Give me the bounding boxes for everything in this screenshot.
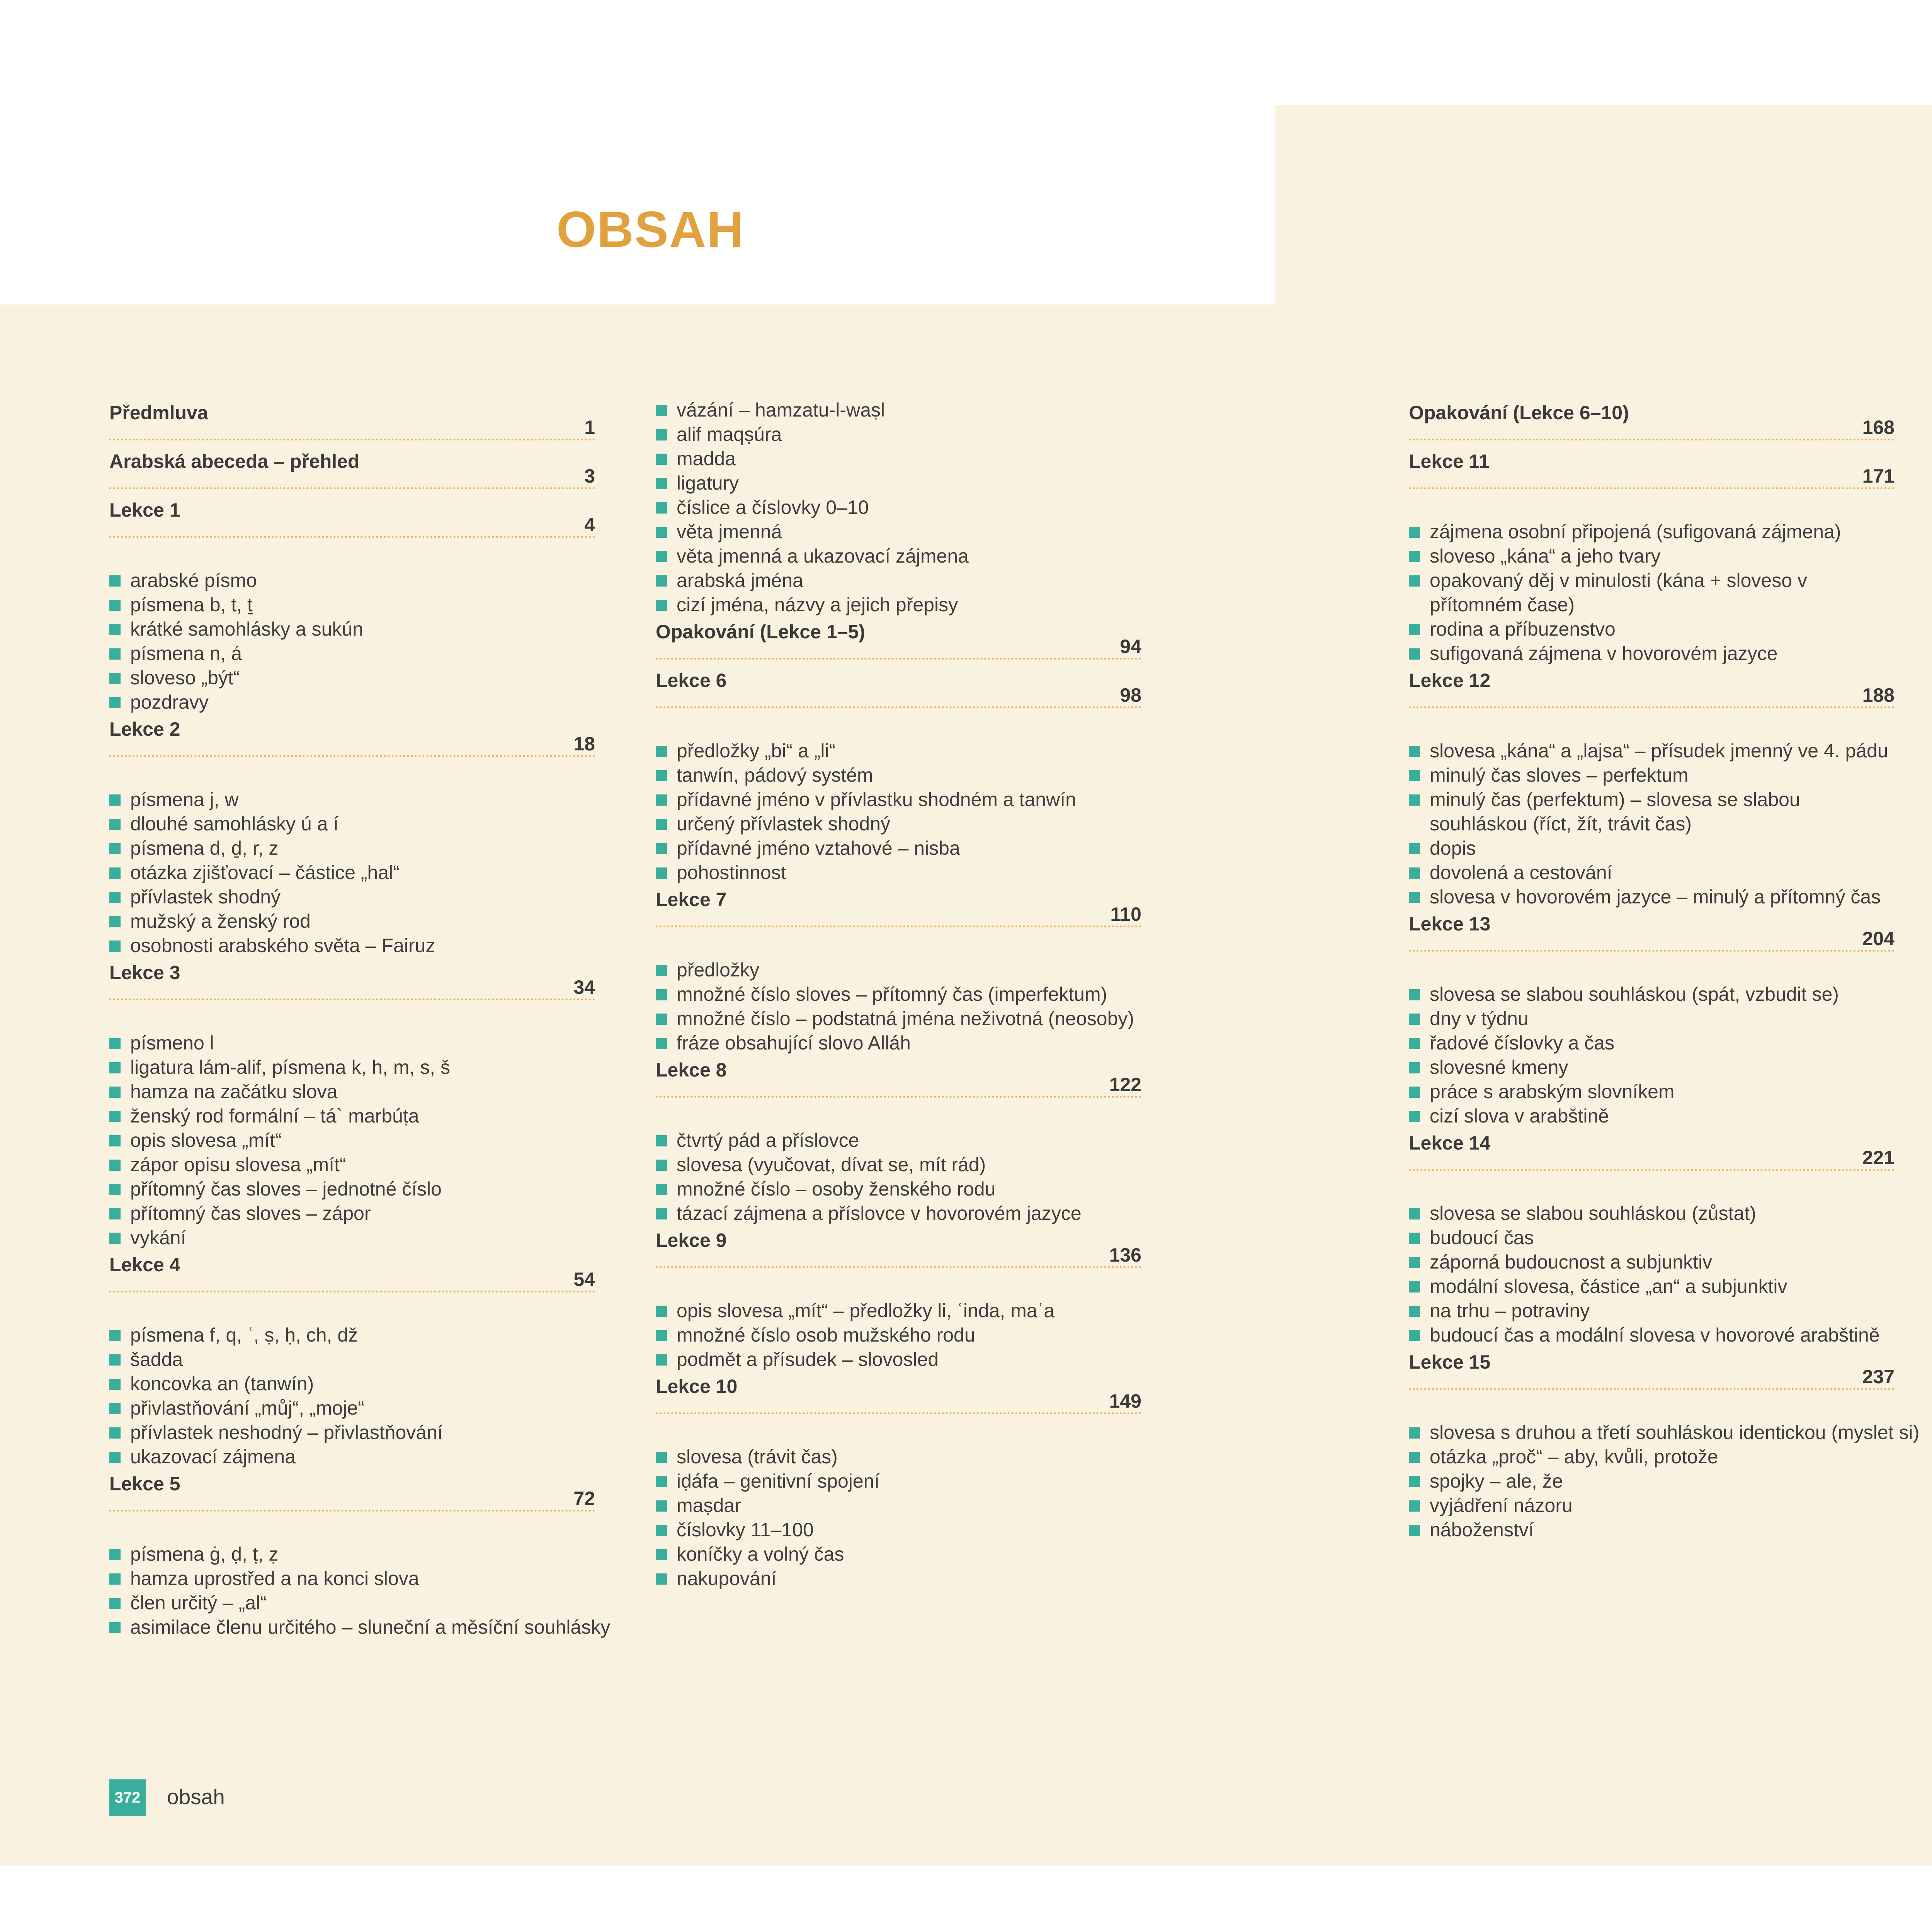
toc-list-item: ligatura lám-alif, písmena k, h, m, s, š	[109, 1055, 595, 1080]
toc-list-item: spojky – ale, že	[1409, 1469, 1895, 1493]
toc-heading-title: Lekce 15	[1409, 1351, 1491, 1373]
toc-list-item: přívlastek shodný	[109, 885, 595, 909]
toc-list-item: podmět a přísudek – slovosled	[656, 1347, 1141, 1372]
toc-list-item: minulý čas (perfektum) – slovesa se slabou souhláskou (říct, žít, trávit čas)	[1409, 787, 1895, 836]
toc-heading	[656, 1226, 1141, 1274]
toc-heading-page: 188	[1862, 684, 1895, 706]
toc-list-item: budoucí čas a modální slovesa v hovorové arabštině	[1409, 1323, 1895, 1347]
toc-list-item: číslovky 11–100	[656, 1518, 1141, 1542]
toc-heading-page: 3	[584, 465, 595, 487]
toc-list-item: písmena j, w	[109, 787, 595, 812]
toc-list-item: slovesa (trávit čas)	[656, 1445, 1141, 1469]
toc-heading-page: 221	[1862, 1147, 1895, 1168]
toc-list-item: čtvrtý pád a příslovce	[656, 1128, 1141, 1153]
toc-list-item: sufigovaná zájmena v hovorovém jazyce	[1409, 641, 1895, 666]
toc-list-item: cizí jména, názvy a jejich přepisy	[656, 593, 1141, 617]
toc-list-item: arabská jména	[656, 568, 1141, 593]
toc-list-item: slovesa v hovorovém jazyce – minulý a přítomný čas	[1409, 885, 1895, 909]
toc-list-item: minulý čas sloves – perfektum	[1409, 763, 1895, 787]
toc-heading-page: 98	[1120, 684, 1141, 706]
toc-heading	[109, 495, 595, 544]
toc-list-item: sloveso „kána“ a jeho tvary	[1409, 544, 1895, 568]
toc-list-item: množné číslo – osoby ženského rodu	[656, 1177, 1141, 1201]
toc-list-item: pohostinnost	[656, 861, 1141, 885]
toc-heading	[1409, 447, 1895, 495]
toc-heading	[1409, 909, 1895, 958]
toc-list-item: písmena b, t, ṯ	[109, 593, 595, 617]
toc-column-3	[1409, 398, 1920, 1542]
spacer	[1409, 495, 1895, 520]
spacer	[1409, 714, 1895, 739]
toc-heading-page: 136	[1109, 1244, 1141, 1266]
left-page-number-badge: 372	[109, 1779, 146, 1816]
toc-list-item: budoucí čas	[1409, 1226, 1895, 1250]
toc-heading-page: 94	[1120, 636, 1141, 657]
toc-list-item: přídavné jméno vztahové – nisba	[656, 836, 1141, 861]
toc-heading	[109, 714, 595, 763]
toc-heading-page: 34	[573, 976, 595, 998]
toc-list-item: koncovka an (tanwín)	[109, 1372, 595, 1396]
toc-list-item: ženský rod formální – tá` marbúṭa	[109, 1104, 595, 1128]
toc-heading	[109, 1469, 595, 1518]
toc-list-item: člen určitý – „al“	[109, 1591, 595, 1615]
toc-list-item: ukazovací zájmena	[109, 1445, 595, 1469]
toc-list-item: alif maqṣúra	[656, 422, 1141, 447]
toc-heading-title: Lekce 8	[656, 1059, 727, 1081]
toc-heading-page: 1	[584, 417, 595, 438]
toc-list-item: přívlastek neshodný – přivlastňování	[109, 1420, 595, 1445]
toc-heading	[656, 885, 1141, 934]
toc-heading	[656, 1055, 1141, 1104]
toc-list-item: písmena ġ, ḍ, ṭ, ẓ	[109, 1542, 595, 1566]
toc-list-item: hamza na začátku slova	[109, 1080, 595, 1104]
toc-list-item: rodina a příbuzenstvo	[1409, 617, 1895, 641]
toc-list-item: opis slovesa „mít“ – předložky li, ʿinda, maʿa	[656, 1299, 1141, 1323]
toc-heading-page: 122	[1109, 1074, 1141, 1095]
toc-list-item: záporná budoucnost a subjunktiv	[1409, 1250, 1895, 1274]
toc-list-item: vázání – hamzatu-l-waṣl	[656, 398, 1141, 422]
toc-list-item: slovesné kmeny	[1409, 1055, 1895, 1080]
toc-list-item: cizí slova v arabštině	[1409, 1104, 1895, 1128]
spacer	[1409, 958, 1895, 982]
toc-heading-title: Lekce 14	[1409, 1132, 1491, 1154]
spacer	[656, 1104, 1141, 1128]
toc-heading-title: Lekce 3	[109, 962, 180, 983]
toc-list-item: zájmena osobní připojená (sufigovaná zájmena)	[1409, 520, 1895, 544]
toc-list-item: pozdravy	[109, 690, 595, 714]
spacer	[109, 1518, 595, 1542]
toc-heading-title: Lekce 12	[1409, 670, 1491, 691]
toc-list-item: množné číslo osob mužského rodu	[656, 1323, 1141, 1347]
toc-list-item: madda	[656, 447, 1141, 471]
toc-list-item: arabské písmo	[109, 568, 595, 593]
toc-heading-page: 171	[1862, 465, 1895, 487]
toc-list-item: přídavné jméno v přívlastku shodném a tanwín	[656, 787, 1141, 812]
toc-list-item: hamza uprostřed a na konci slova	[109, 1566, 595, 1591]
toc-heading-page: 168	[1862, 417, 1895, 438]
toc-list-item: otázka „proč“ – aby, kvůli, protože	[1409, 1445, 1895, 1469]
left-footer-label: obsah	[167, 1785, 225, 1809]
toc-list-item: množné číslo – podstatná jména neživotná (neosoby)	[656, 1007, 1141, 1031]
toc-list-item: vykání	[109, 1226, 595, 1250]
toc-heading	[1409, 666, 1895, 714]
toc-list-item: krátké samohlásky a sukún	[109, 617, 595, 641]
toc-list-item: množné číslo sloves – přítomný čas (imperfektum)	[656, 982, 1141, 1007]
toc-list-item: nakupování	[656, 1566, 1141, 1591]
toc-list-item: písmena f, q, ʿ, ṣ, ḥ, ch, dž	[109, 1323, 595, 1347]
toc-heading	[109, 1250, 595, 1299]
toc-list-item: modální slovesa, částice „an“ a subjunktiv	[1409, 1274, 1895, 1299]
toc-list-item: přivlastňování „můj“, „moje“	[109, 1396, 595, 1420]
toc-heading	[656, 617, 1141, 666]
toc-heading-page: 18	[573, 733, 595, 755]
toc-list-item: věta jmenná a ukazovací zájmena	[656, 544, 1141, 568]
spacer	[656, 714, 1141, 739]
toc-list-item: slovesa se slabou souhláskou (spát, vzbudit se)	[1409, 982, 1895, 1007]
toc-heading-page: 204	[1862, 928, 1895, 949]
toc-list-item: iḍáfa – genitivní spojení	[656, 1469, 1141, 1493]
toc-heading	[656, 666, 1141, 714]
toc-heading	[1409, 1128, 1895, 1177]
toc-heading-title: Lekce 2	[109, 718, 180, 740]
toc-heading-title: Předmluva	[109, 402, 208, 423]
spacer	[109, 763, 595, 787]
toc-list-item: slovesa (vyučovat, dívat se, mít rád)	[656, 1153, 1141, 1177]
toc-list-item: opis slovesa „mít“	[109, 1128, 595, 1153]
toc-list-item: šadda	[109, 1347, 595, 1372]
toc-heading	[1409, 398, 1895, 447]
toc-list-item: slovesa „kána“ a „lajsa“ – přísudek jmenný ve 4. pádu	[1409, 739, 1895, 763]
toc-list-item: písmena n, á	[109, 641, 595, 666]
toc-list-item: přítomný čas sloves – zápor	[109, 1201, 595, 1226]
toc-heading	[656, 1372, 1141, 1420]
toc-heading-title: Lekce 6	[656, 670, 727, 691]
toc-heading-title: Arabská abeceda – přehled	[109, 451, 360, 472]
toc-list-item: vyjádření názoru	[1409, 1493, 1895, 1518]
toc-list-item: ligatury	[656, 471, 1141, 495]
toc-list-item: na trhu – potraviny	[1409, 1299, 1895, 1323]
toc-list-item: číslice a číslovky 0–10	[656, 495, 1141, 520]
toc-heading-title: Lekce 1	[109, 499, 180, 521]
toc-list-item: tanwín, pádový systém	[656, 763, 1141, 787]
toc-list-item: dopis	[1409, 836, 1895, 861]
toc-list-item: písmeno l	[109, 1031, 595, 1055]
toc-heading-title: Lekce 10	[656, 1376, 738, 1397]
toc-heading	[1409, 1347, 1895, 1396]
toc-list-item: práce s arabským slovníkem	[1409, 1080, 1895, 1104]
toc-heading	[109, 958, 595, 1007]
toc-list-item: koníčky a volný čas	[656, 1542, 1141, 1566]
toc-column-2	[656, 398, 1141, 1591]
toc-list-item: dny v týdnu	[1409, 1007, 1895, 1031]
toc-list-item: dovolená a cestování	[1409, 861, 1895, 885]
spacer	[656, 1420, 1141, 1445]
toc-list-item: mužský a ženský rod	[109, 909, 595, 934]
toc-list-item: předložky	[656, 958, 1141, 982]
toc-heading	[109, 398, 595, 447]
toc-heading-page: 149	[1109, 1390, 1141, 1412]
spacer	[109, 544, 595, 568]
spacer	[1409, 1396, 1895, 1420]
toc-heading-page: 237	[1862, 1366, 1895, 1388]
spacer	[109, 1299, 595, 1323]
spacer	[656, 1274, 1141, 1299]
toc-heading-title: Lekce 11	[1409, 451, 1490, 472]
toc-list-item: maṣdar	[656, 1493, 1141, 1518]
toc-heading-page: 110	[1110, 903, 1141, 925]
toc-list-item: dlouhé samohlásky ú a í	[109, 812, 595, 836]
toc-heading	[109, 447, 595, 495]
toc-heading-title: Opakování (Lekce 6–10)	[1409, 402, 1629, 423]
toc-heading-title: Lekce 9	[656, 1230, 727, 1251]
toc-list-item: slovesa se slabou souhláskou (zůstat)	[1409, 1201, 1895, 1226]
spacer	[1409, 1177, 1895, 1201]
page-title: OBSAH	[556, 201, 745, 258]
toc-column-1	[109, 398, 611, 1639]
toc-heading-title: Lekce 13	[1409, 913, 1491, 935]
spacer	[656, 934, 1141, 958]
toc-list-item: náboženství	[1409, 1518, 1895, 1542]
toc-list-item: osobnosti arabského světa – Fairuz	[109, 934, 595, 958]
toc-list-item: tázací zájmena a příslovce v hovorovém jazyce	[656, 1201, 1141, 1226]
toc-list-item: předložky „bi“ a „li“	[656, 739, 1141, 763]
spacer	[109, 1007, 595, 1031]
toc-list-item: sloveso „být“	[109, 666, 595, 690]
toc-heading-title: Lekce 7	[656, 889, 727, 910]
toc-list-item: určený přívlastek shodný	[656, 812, 1141, 836]
toc-heading-title: Lekce 5	[109, 1473, 180, 1495]
toc-list-item: řadové číslovky a čas	[1409, 1031, 1895, 1055]
toc-list-item: slovesa s druhou a třetí souhláskou identickou (myslet si)	[1409, 1420, 1895, 1445]
toc-heading-title: Opakování (Lekce 1–5)	[656, 621, 865, 643]
toc-list-item: věta jmenná	[656, 520, 1141, 544]
toc-list-item: fráze obsahující slovo Alláh	[656, 1031, 1141, 1055]
toc-heading-title: Lekce 4	[109, 1254, 180, 1276]
toc-list-item: přítomný čas sloves – jednotné číslo	[109, 1177, 595, 1201]
toc-heading-page: 4	[584, 514, 595, 536]
toc-list-item: opakovaný děj v minulosti (kána + sloveso v přítomném čase)	[1409, 568, 1895, 617]
toc-list-item: otázka zjišťovací – částice „hal“	[109, 861, 595, 885]
toc-list-item: zápor opisu slovesa „mít“	[109, 1153, 595, 1177]
toc-list-item: asimilace členu určitého – sluneční a měsíční souhlásky	[109, 1615, 595, 1639]
toc-heading-page: 72	[573, 1488, 595, 1509]
toc-list-item: písmena d, ḏ, r, z	[109, 836, 595, 861]
toc-heading-page: 54	[573, 1269, 595, 1290]
